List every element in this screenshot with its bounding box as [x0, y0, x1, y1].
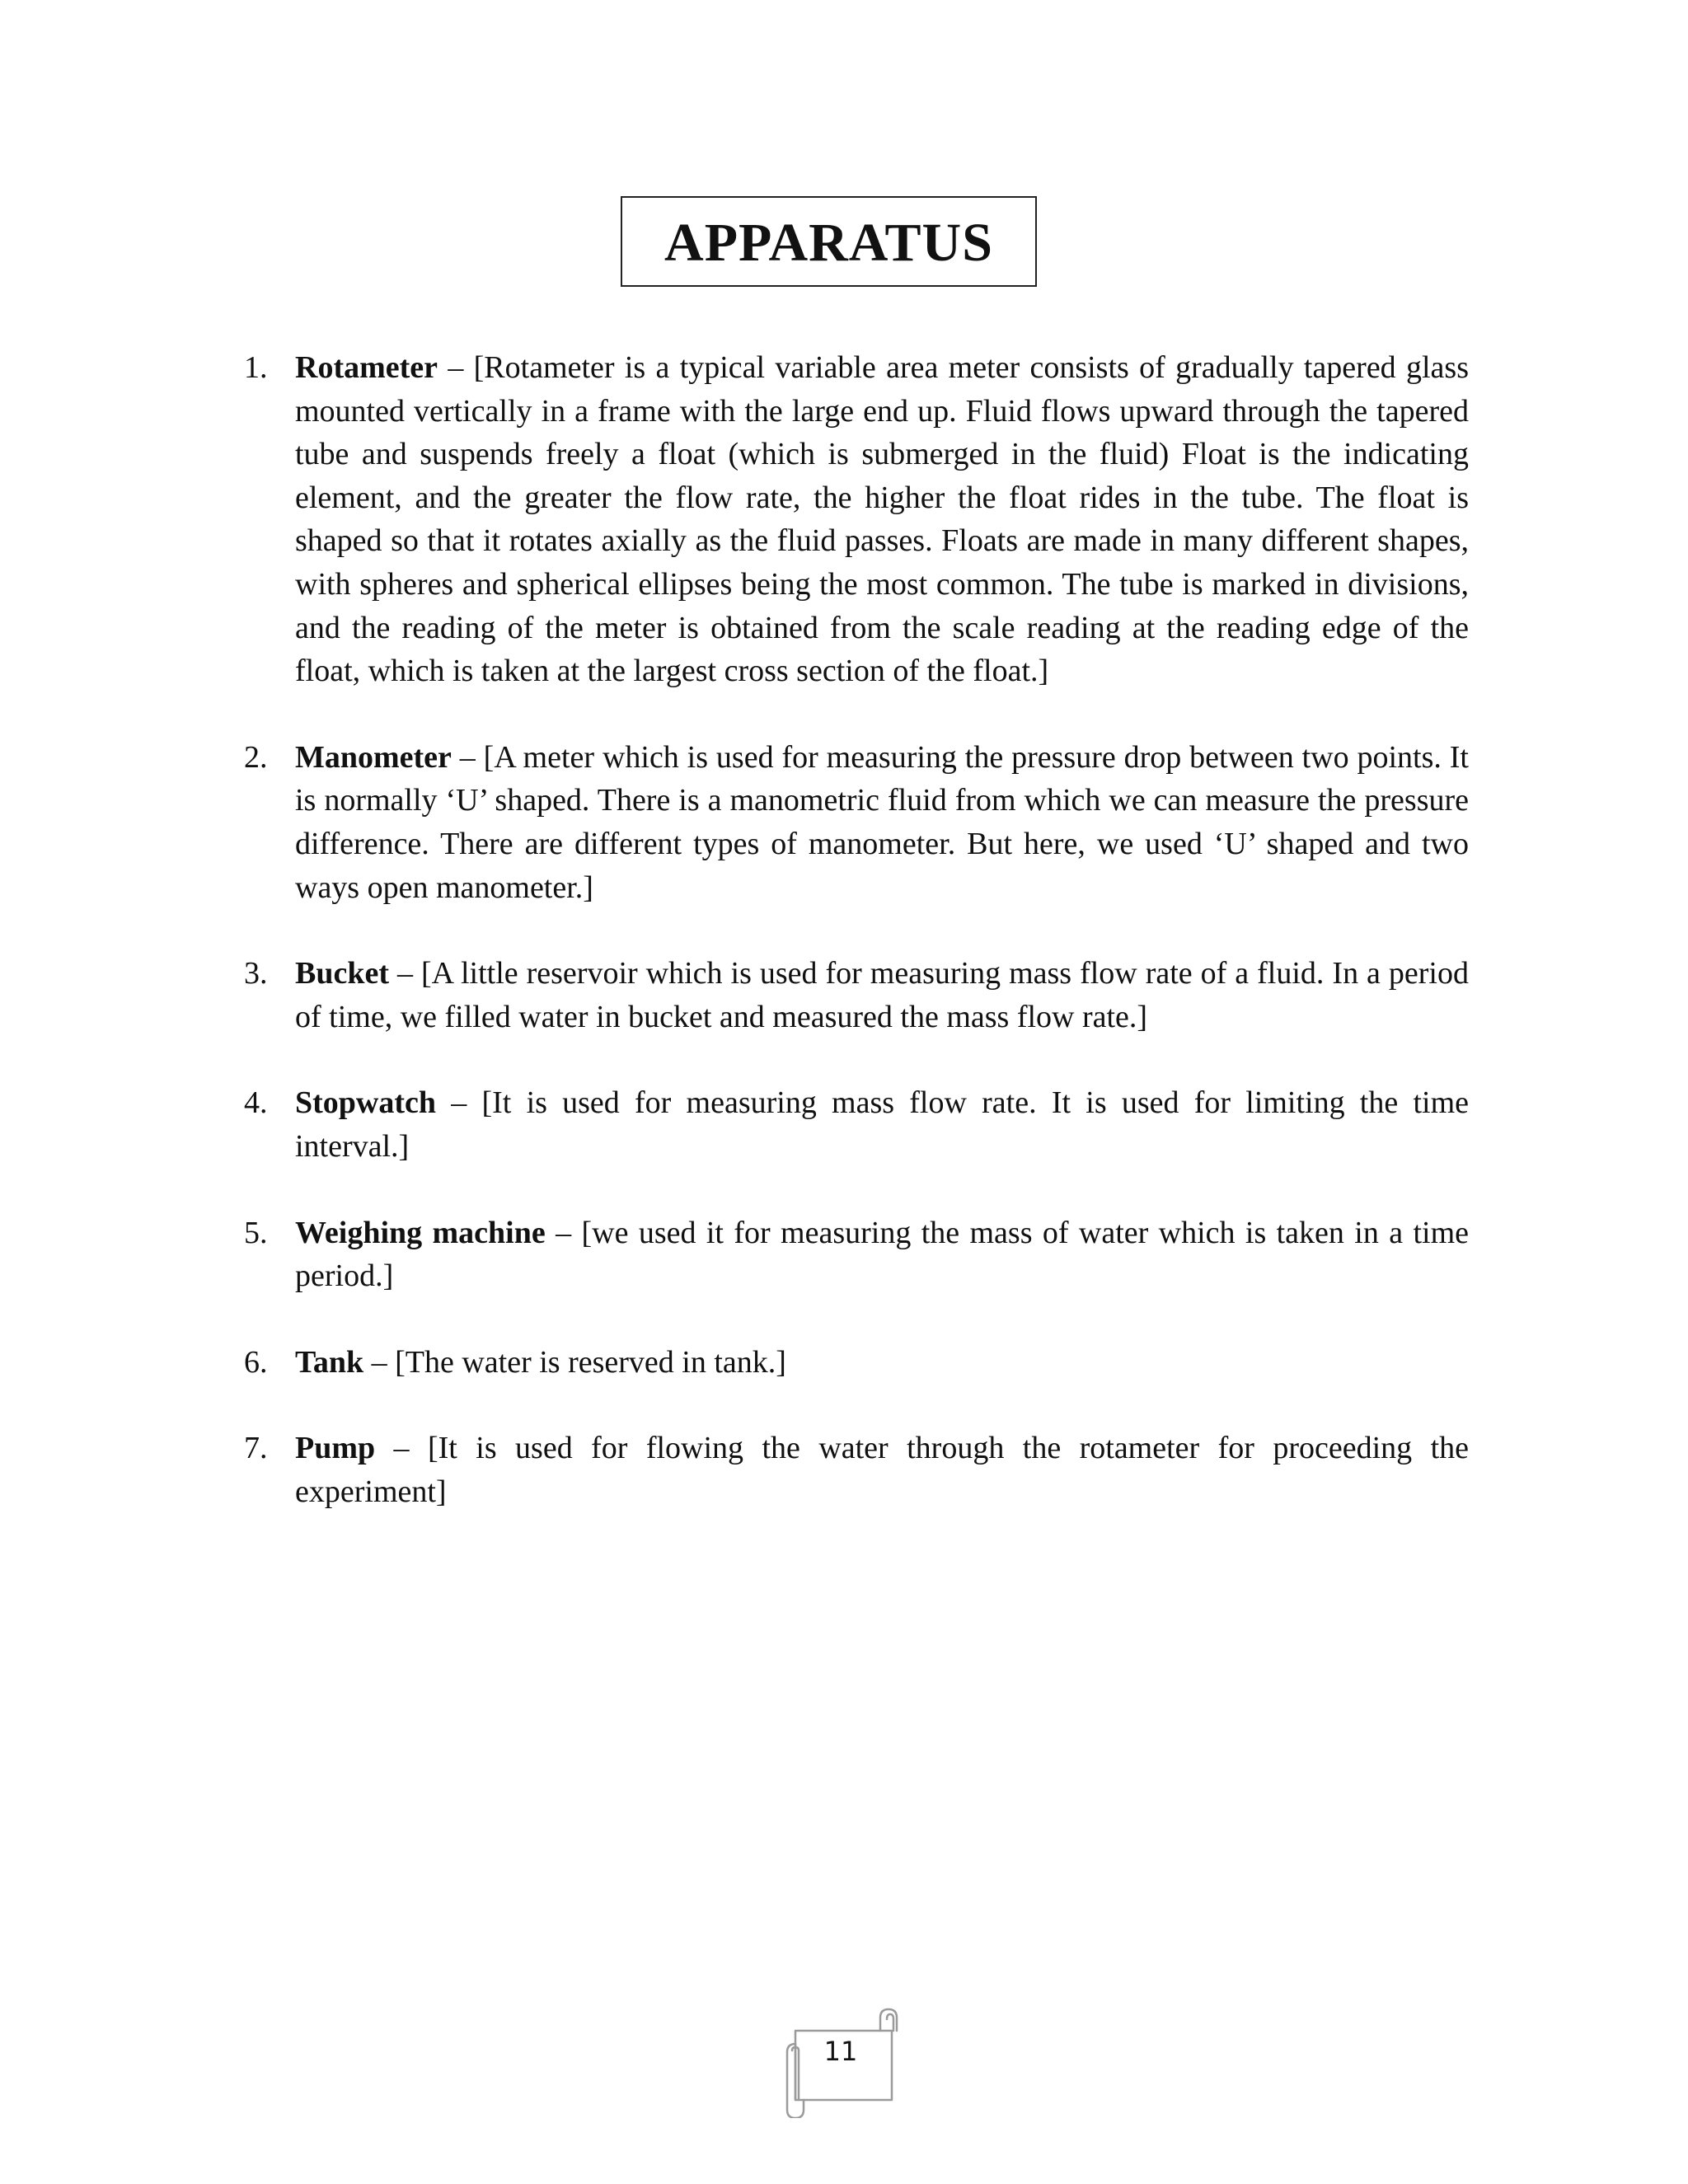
- list-item: [0, 1081, 1688, 1168]
- item-number: 6.: [244, 1344, 268, 1380]
- item-term: Tank: [295, 1344, 364, 1380]
- item-number: 5.: [244, 1215, 268, 1250]
- apparatus-list: [0, 346, 1688, 1556]
- item-term: Pump: [295, 1431, 376, 1466]
- item-number: 2.: [244, 739, 268, 775]
- list-item: [0, 736, 1688, 909]
- item-description: – [we used it for measuring the mass of water which is taken in a time period.]: [295, 1215, 1469, 1294]
- item-body: [295, 346, 1469, 693]
- item-number: 1.: [244, 350, 268, 385]
- item-number: 7.: [244, 1431, 268, 1466]
- title-box: [621, 196, 1037, 287]
- item-description: – [A little reservoir which is used for measuring mass flow rate of a fluid. In a period of time, we filled water in bucket and measured the mass flow rate.]: [295, 956, 1469, 1034]
- item-number: 4.: [244, 1085, 268, 1121]
- item-term: Stopwatch: [295, 1085, 437, 1121]
- page-title: APPARATUS: [664, 213, 993, 273]
- item-term: Weighing machine: [295, 1215, 546, 1250]
- item-description: – [Rotameter is a typical variable area meter consists of gradually tapered glass mounted vertically in a frame with the large end up. Fluid flows upward through the tapered tube and suspends freely a float (which is submerged in the fluid) Float is the indicating element, and the greater the flow rate, the higher the float rides in the tube. The float is shaped so that it rotates axially as the fluid passes. Floats are made in many different shapes, with spheres and spherical ellipses being the most common. The tube is marked in divisions, and the reading of the meter is obtained from the scale reading at the reading edge of the float, which is taken at the largest cross section of the float.]: [295, 350, 1469, 689]
- list-item: [0, 1341, 1688, 1385]
- item-description: – [It is used for flowing the water through the rotameter for proceeding the experiment]: [295, 1431, 1469, 1509]
- item-description: – [It is used for measuring mass flow rate. It is used for limiting the time interval.]: [295, 1085, 1469, 1164]
- item-description: – [The water is reserved in tank.]: [363, 1344, 786, 1380]
- item-term: Manometer: [295, 739, 452, 775]
- list-item: [0, 1212, 1688, 1298]
- item-body: [295, 1081, 1469, 1168]
- list-item: [0, 346, 1688, 693]
- item-description: – [A meter which is used for measuring the pressure drop between two points. It is normally ‘U’ shaped. There is a manometric fluid from which we can measure the pressure difference. There are different types of manometer. But here, we used ‘U’ shaped and two ways open manometer.]: [295, 739, 1469, 905]
- item-number: 3.: [244, 956, 268, 991]
- item-body: [295, 736, 1469, 909]
- item-body: [295, 952, 1469, 1038]
- item-body: [295, 1427, 1469, 1513]
- list-item: [0, 952, 1688, 1038]
- item-term: Rotameter: [295, 350, 438, 385]
- list-item: [0, 1427, 1688, 1513]
- item-body: [295, 1212, 1469, 1298]
- item-body: [295, 1341, 1469, 1385]
- page-number: 11: [823, 2036, 858, 2067]
- item-term: Bucket: [295, 956, 389, 991]
